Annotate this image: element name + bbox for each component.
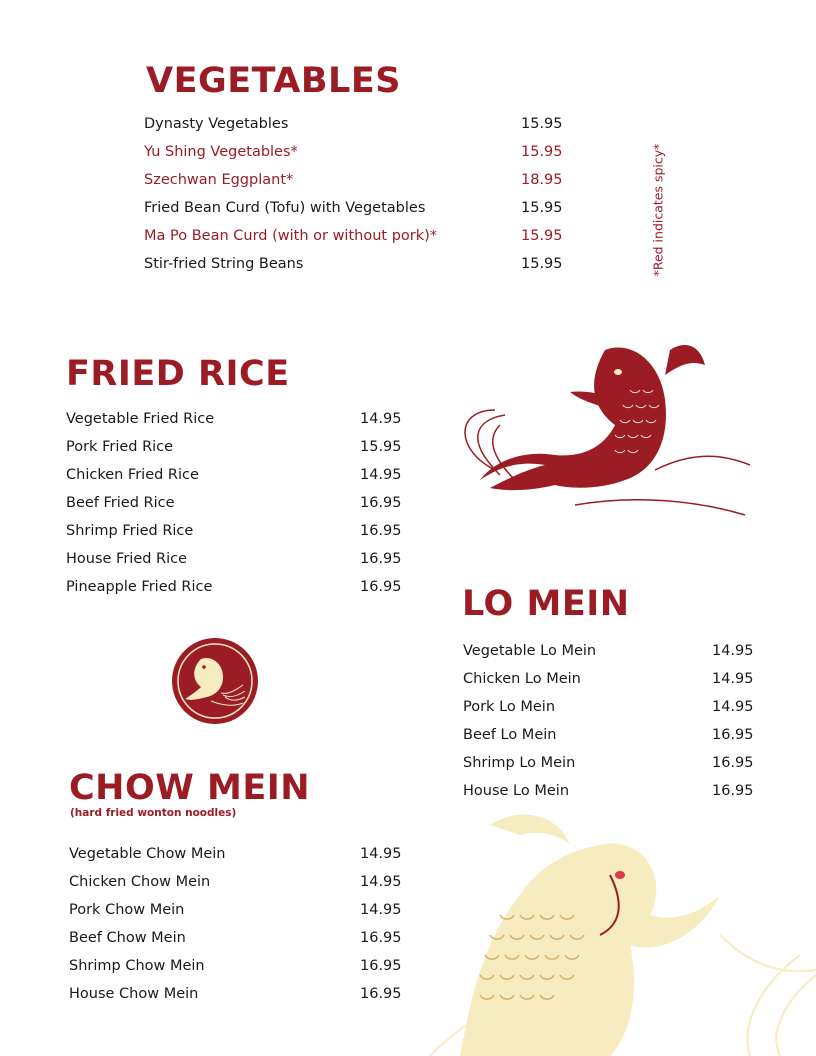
item-name: Chicken Fried Rice (66, 467, 199, 483)
item-price: 14.95 (360, 467, 402, 483)
list-item (144, 194, 574, 222)
list-item (463, 777, 763, 805)
item-price: 15.95 (521, 116, 563, 132)
chow-mein-list (69, 840, 419, 1008)
item-name: Pork Fried Rice (66, 439, 174, 455)
chow-mein-subtitle: (hard fried wonton noodles) (70, 807, 237, 819)
list-item (69, 980, 419, 1008)
list-item (69, 896, 419, 924)
item-price: 14.95 (360, 411, 402, 427)
list-item (463, 637, 763, 665)
item-name: Beef Lo Mein (463, 727, 557, 743)
item-name: Dynasty Vegetables (144, 116, 289, 132)
list-item (144, 110, 574, 138)
item-price: 14.95 (360, 874, 402, 890)
item-price: 16.95 (360, 551, 402, 567)
cream-koi-icon (420, 805, 816, 1056)
fried-rice-title: FRIED RICE (66, 354, 290, 394)
item-price: 15.95 (521, 200, 563, 216)
list-item (144, 138, 574, 166)
item-name: Beef Chow Mein (69, 930, 186, 946)
item-name: Fried Bean Curd (Tofu) with Vegetables (144, 200, 426, 216)
item-price: 14.95 (712, 643, 754, 659)
item-name: Vegetable Lo Mein (463, 643, 597, 659)
item-name: Yu Shing Vegetables* (144, 144, 298, 160)
item-price: 18.95 (521, 172, 563, 188)
spicy-note: *Red indicates spicy* (650, 143, 666, 277)
item-name: Pork Lo Mein (463, 699, 556, 715)
item-price: 16.95 (360, 930, 402, 946)
list-item (69, 952, 419, 980)
item-name: Chicken Lo Mein (463, 671, 581, 687)
item-price: 16.95 (360, 495, 402, 511)
item-price: 16.95 (360, 958, 402, 974)
item-price: 16.95 (712, 783, 754, 799)
item-price: 14.95 (712, 671, 754, 687)
vegetables-title: VEGETABLES (146, 61, 401, 101)
chow-mein-title: CHOW MEIN (69, 768, 311, 808)
item-name: Pork Chow Mein (69, 902, 185, 918)
list-item (69, 868, 419, 896)
list-item (66, 573, 416, 601)
item-name: Vegetable Chow Mein (69, 846, 226, 862)
item-name: House Lo Mein (463, 783, 570, 799)
item-name: Shrimp Lo Mein (463, 755, 576, 771)
item-name: Shrimp Chow Mein (69, 958, 205, 974)
item-price: 16.95 (712, 755, 754, 771)
list-item (463, 749, 763, 777)
item-price: 14.95 (712, 699, 754, 715)
list-item (69, 924, 419, 952)
item-name: Stir-fried String Beans (144, 256, 304, 272)
list-item (144, 222, 574, 250)
vegetables-list (144, 110, 574, 278)
item-name: Ma Po Bean Curd (with or without pork)* (144, 228, 438, 244)
lo-mein-list (463, 637, 763, 805)
item-price: 15.95 (521, 256, 563, 272)
list-item (66, 433, 416, 461)
list-item (69, 840, 419, 868)
koi-emblem-icon (171, 637, 259, 725)
item-price: 16.95 (360, 579, 402, 595)
list-item (463, 665, 763, 693)
list-item (66, 489, 416, 517)
item-price: 16.95 (712, 727, 754, 743)
fried-rice-list (66, 405, 416, 601)
list-item (144, 166, 574, 194)
list-item (463, 693, 763, 721)
item-price: 16.95 (360, 986, 402, 1002)
item-price: 15.95 (521, 228, 563, 244)
item-price: 15.95 (360, 439, 402, 455)
list-item (463, 721, 763, 749)
item-name: Beef Fried Rice (66, 495, 175, 511)
item-name: Shrimp Fried Rice (66, 523, 194, 539)
lo-mein-title: LO MEIN (462, 584, 630, 624)
list-item (66, 517, 416, 545)
list-item (66, 461, 416, 489)
item-price: 16.95 (360, 523, 402, 539)
item-name: Vegetable Fried Rice (66, 411, 215, 427)
list-item (66, 405, 416, 433)
item-name: House Chow Mein (69, 986, 199, 1002)
red-koi-icon (455, 330, 755, 520)
item-price: 14.95 (360, 846, 402, 862)
item-name: House Fried Rice (66, 551, 188, 567)
item-price: 15.95 (521, 144, 563, 160)
list-item (66, 545, 416, 573)
item-name: Pineapple Fried Rice (66, 579, 213, 595)
item-name: Szechwan Eggplant* (144, 172, 294, 188)
item-price: 14.95 (360, 902, 402, 918)
item-name: Chicken Chow Mein (69, 874, 211, 890)
list-item (144, 250, 574, 278)
